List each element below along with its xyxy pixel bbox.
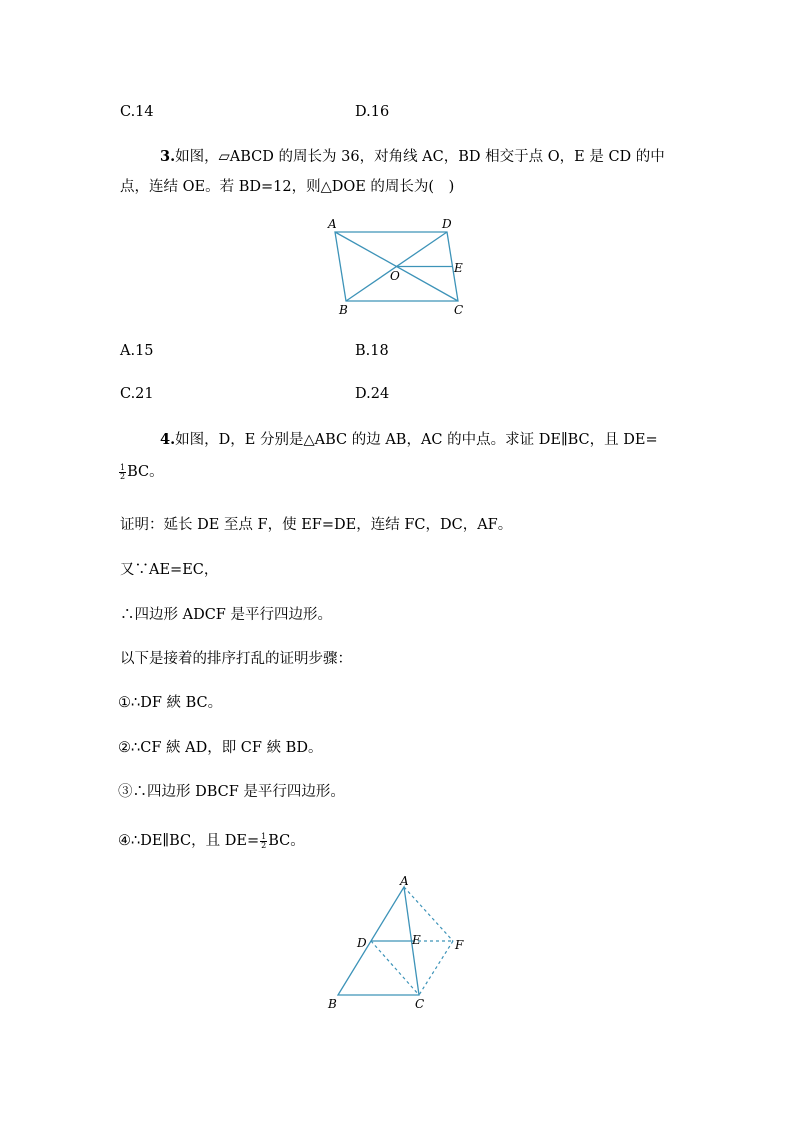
q3-option-c: C.21 [120,386,154,402]
q3-option-d: D.24 [355,386,390,402]
label-A: A [328,217,337,231]
q4-proof-start: 证明：延长 DE 至点 F，使 EF=DE，连结 FC，DC，AF。 [120,517,513,533]
q4-intro: 以下是接着的排序打乱的证明步骤： [120,651,352,667]
fraction-one-half-step4: $\frac{1}{2}$ [261,831,267,850]
q3-number: 3. [160,148,176,165]
label-D: D [357,936,367,950]
q4-given: 又∵AE=EC， [120,562,219,578]
label-C: C [454,303,464,317]
q4-step2: ②∴CF 綊 AD，即 CF 綊 BD。 [118,740,323,756]
segment-dc-dashed [371,941,419,995]
label-A: A [400,875,409,888]
q4-stem-line2: $\frac{1}{2}$ BC。 [120,462,164,481]
q4-number: 4. [160,431,176,448]
label-E: E [454,261,463,275]
q3-option-a: A.15 [120,343,154,359]
label-E: E [412,933,421,947]
q3-parallelogram-figure [320,210,480,322]
q4-text-line1 [160,430,658,450]
label-O: O [390,269,400,283]
q2-option-d: D.16 [355,104,390,120]
label-B: B [339,303,348,317]
q2-option-c: C.14 [120,104,154,120]
q4-step1: ①∴DF 綊 BC。 [118,695,223,711]
segment-fc-dashed [419,941,453,995]
q4-therefore: ∴四边形 ADCF 是平行四边形。 [120,607,332,623]
label-B: B [328,997,337,1011]
q4-stem-line1: 如图，D，E 分别是△ABC 的边 AB，AC 的中点。求证 DE∥BC，且 DE= [175,432,658,448]
q4-triangle-figure [320,875,470,1015]
q3-option-b: B.18 [355,343,389,359]
q4-step3: ③∴四边形 DBCF 是平行四边形。 [118,784,345,800]
q3-text-line1 [160,147,665,167]
label-C: C [415,997,425,1011]
label-D: D [442,217,452,231]
q3-stem-line2: 点，连结 OE。若 BD=12，则△DOE 的周长为( ) [120,179,455,195]
fraction-one-half: $\frac{1}{2}$ [120,462,126,481]
q3-stem-line1: 如图，▱ABCD 的周长为 36，对角线 AC，BD 相交于点 O，E 是 CD 的中 [175,149,665,165]
label-F: F [455,938,464,952]
q4-step4: ④∴DE∥BC，且 DE= $\frac{1}{2}$ BC。 [118,831,305,850]
